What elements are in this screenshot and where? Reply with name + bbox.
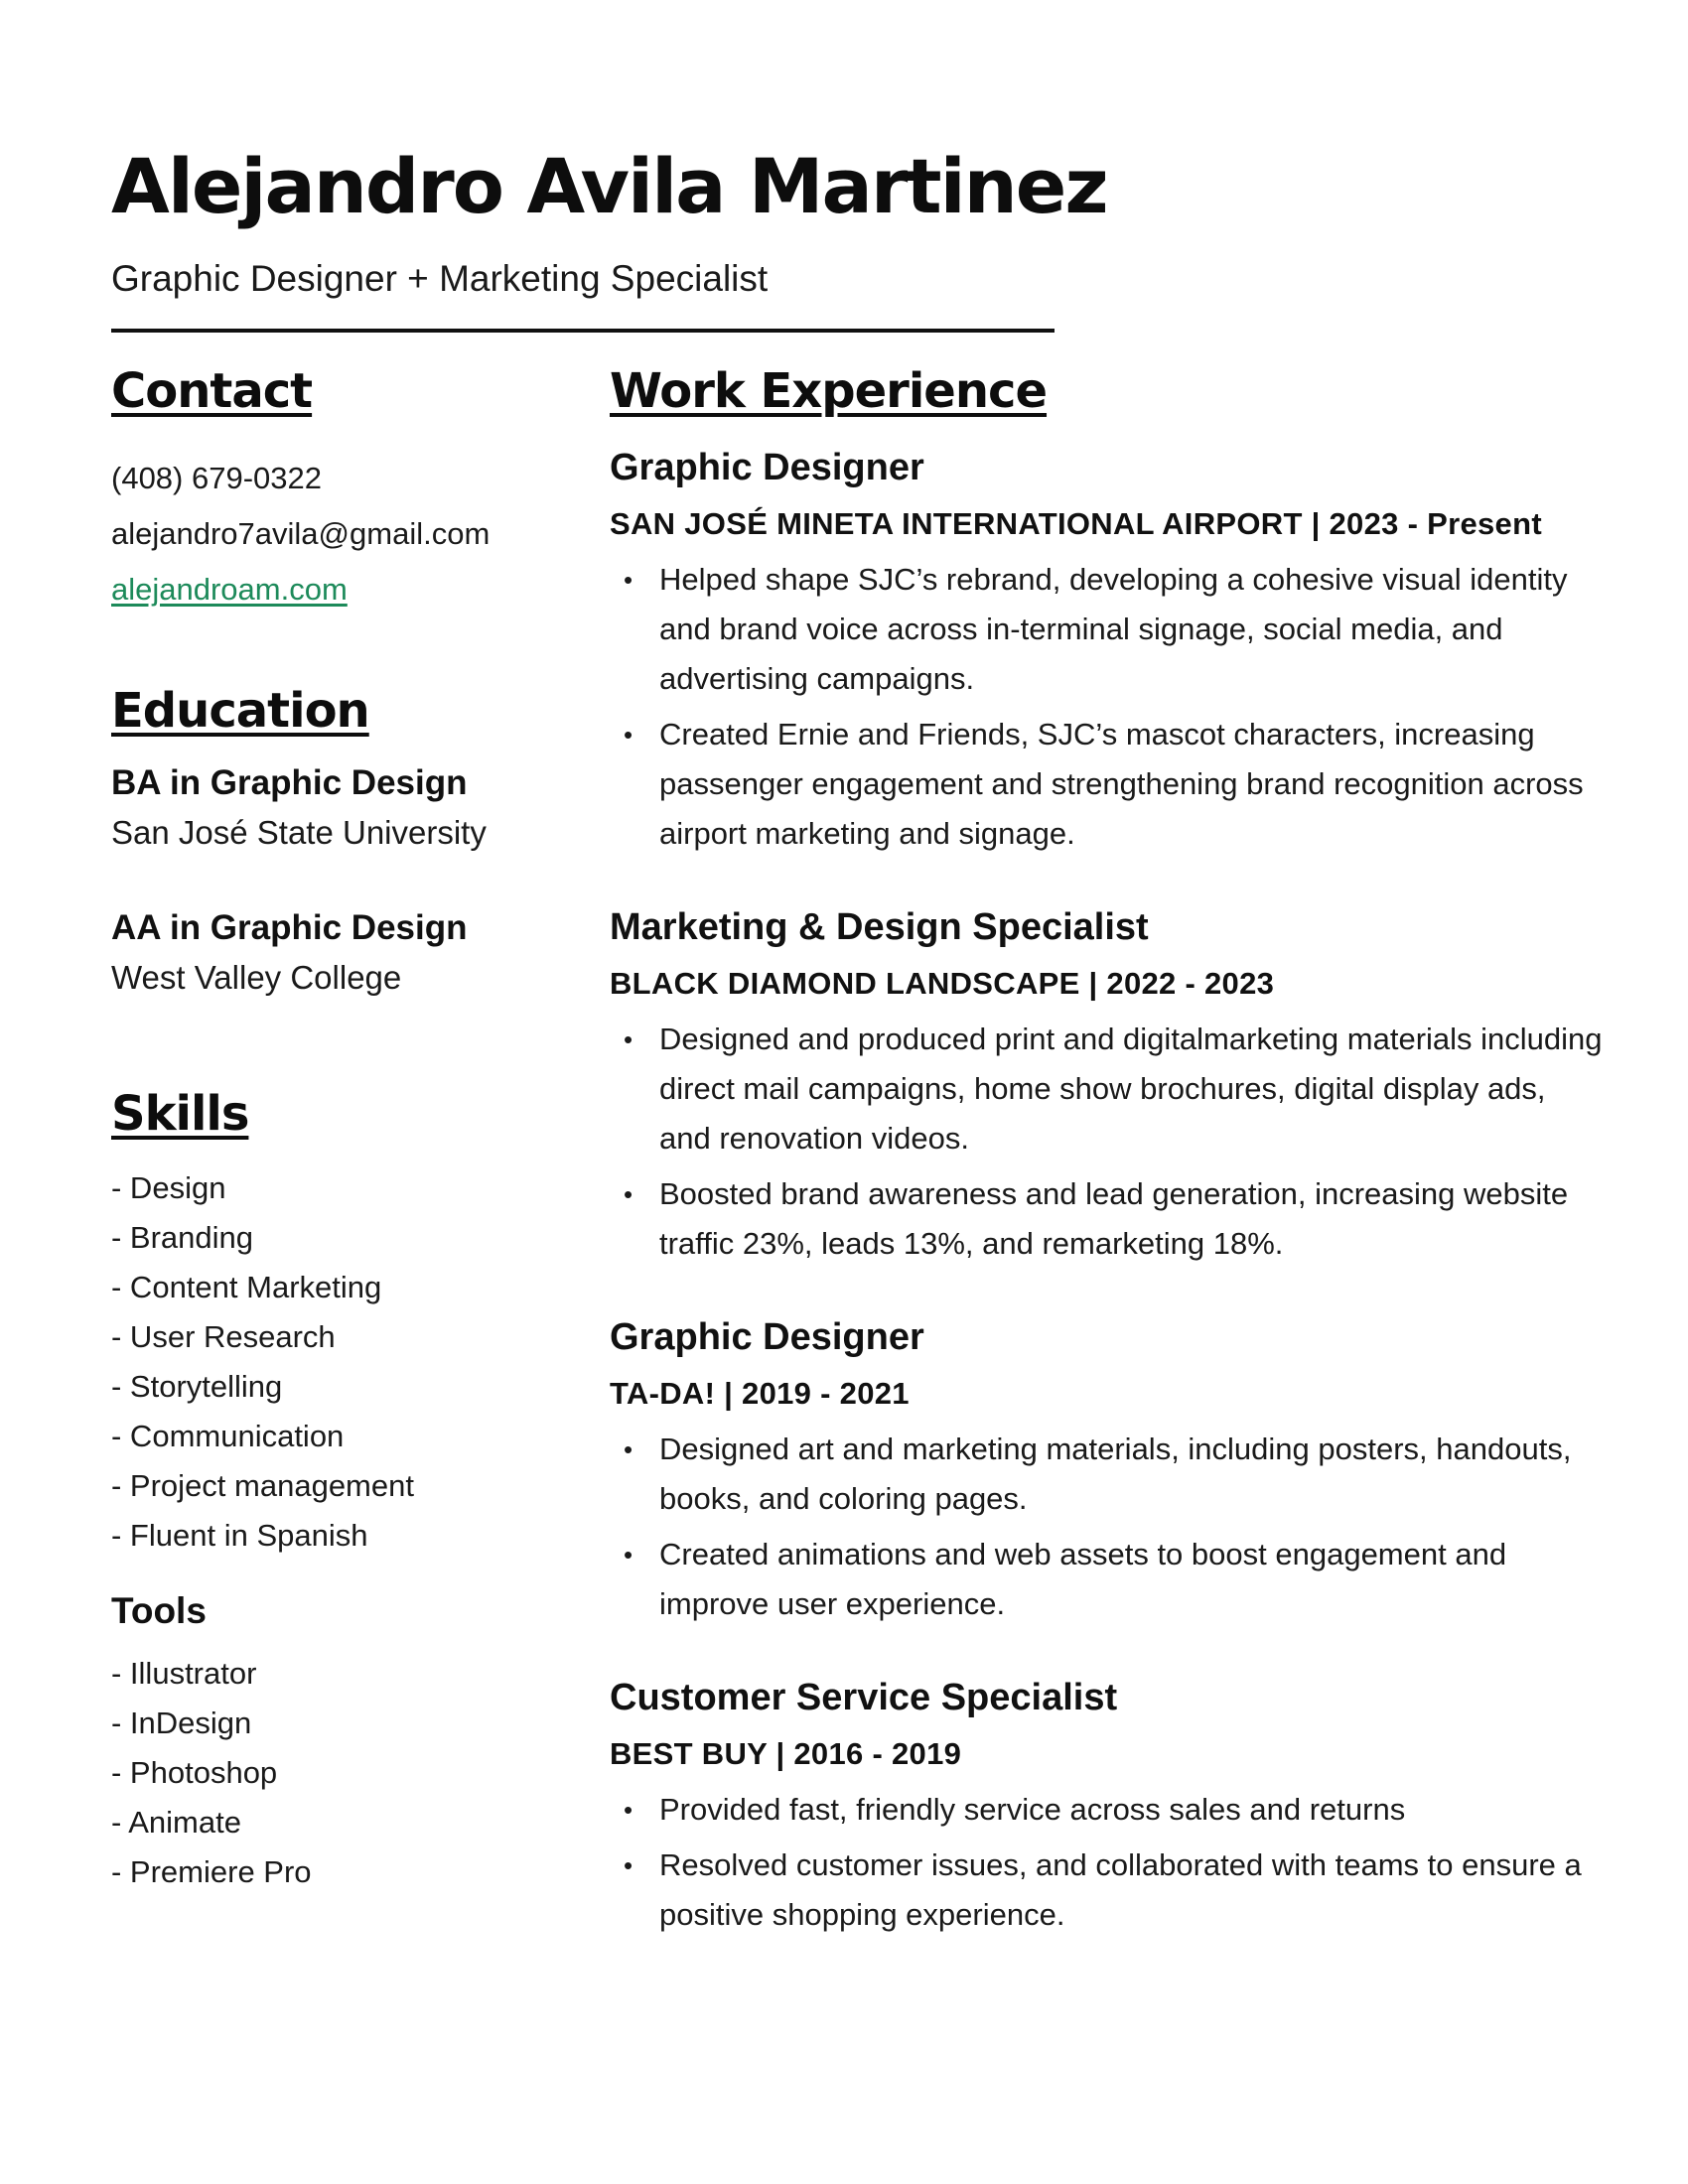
skill-item: - User Research: [111, 1319, 336, 1354]
tool-item: - Photoshop: [111, 1755, 278, 1790]
bullet-icon: •: [624, 1024, 633, 1054]
job-bullet: • Provided fast, friendly service across sales and returns: [610, 1785, 1603, 1835]
job-entry: [610, 449, 1603, 859]
skill-item: - Branding: [111, 1220, 254, 1255]
bullet-icon: •: [624, 565, 633, 595]
job-bullet: • Created Ernie and Friends, SJC’s mascot characters, increasing passenger engagement and strengthening brand recognition across airport marketing and signage.: [610, 710, 1603, 859]
skill-item: - Design: [111, 1170, 226, 1205]
tool-item: - InDesign: [111, 1706, 252, 1740]
skill-item: - Content Marketing: [111, 1270, 382, 1304]
contact-heading: Contact: [111, 363, 313, 419]
contact-phone: (408) 679-0322: [111, 461, 322, 495]
bullet-icon: •: [624, 1434, 633, 1464]
skill-item: - Storytelling: [111, 1369, 283, 1404]
job-employer-dates: BEST BUY | 2016 - 2019: [610, 1736, 962, 1771]
bullet-icon: •: [624, 1179, 633, 1209]
job-entry: [610, 1679, 1603, 1940]
tools-heading: Tools: [111, 1590, 207, 1631]
job-entry: [610, 1318, 1603, 1629]
contact-section: [111, 363, 578, 617]
education-item: [111, 903, 578, 1003]
job-employer-dates: BLACK DIAMOND LANDSCAPE | 2022 - 2023: [610, 966, 1275, 1001]
skill-item: - Communication: [111, 1419, 345, 1453]
job-title: Customer Service Specialist: [610, 1677, 1118, 1718]
skills-section: [111, 1086, 578, 1561]
bullet-icon: •: [624, 1850, 633, 1880]
portfolio-link[interactable]: alejandroam.com: [111, 572, 348, 607]
tool-item: - Premiere Pro: [111, 1854, 312, 1889]
job-bullet: • Designed and produced print and digitalmarketing materials including direct mail campaigns, home show brochures, digital display ads, and renovation videos.: [610, 1015, 1603, 1163]
skill-item: - Fluent in Spanish: [111, 1518, 368, 1553]
tool-item: - Animate: [111, 1805, 241, 1840]
job-bullet: • Helped shape SJC’s rebrand, developing a cohesive visual identity and brand voice across in-terminal signage, social media, and advertising campaigns.: [610, 555, 1603, 704]
bullet-icon: •: [624, 720, 633, 750]
tools-section: [111, 1592, 578, 1897]
tool-item: - Illustrator: [111, 1656, 257, 1691]
job-employer-dates: TA-DA! | 2019 - 2021: [610, 1376, 910, 1411]
candidate-name: Alejandro Avila Martinez: [111, 142, 1107, 230]
header-divider: [111, 329, 1055, 333]
skills-heading: Skills: [111, 1086, 249, 1142]
education-section: [111, 683, 578, 1003]
job-bullet: • Boosted brand awareness and lead generation, increasing website traffic 23%, leads 13%, and remarketing 18%.: [610, 1169, 1603, 1269]
job-entry: [610, 908, 1603, 1269]
contact-email: alejandro7avila@gmail.com: [111, 516, 491, 551]
job-title: Graphic Designer: [610, 1316, 924, 1358]
job-bullet: • Created animations and web assets to boost engagement and improve user experience.: [610, 1530, 1603, 1629]
job-employer-dates: SAN JOSÉ MINETA INTERNATIONAL AIRPORT | 2023 - Present: [610, 506, 1542, 541]
job-bullet: • Designed art and marketing materials, including posters, handouts, books, and coloring pages.: [610, 1425, 1603, 1524]
left-column: [111, 363, 578, 1897]
job-title: Graphic Designer: [610, 447, 924, 488]
job-bullet: • Resolved customer issues, and collaborated with teams to ensure a positive shopping experience.: [610, 1841, 1603, 1940]
degree-title: AA in Graphic Design: [111, 908, 468, 947]
education-heading: Education: [111, 683, 369, 739]
job-title: Marketing & Design Specialist: [610, 906, 1149, 948]
right-column: [610, 363, 1603, 1946]
candidate-tagline: Graphic Designer + Marketing Specialist: [111, 258, 769, 299]
bullet-icon: •: [624, 1795, 633, 1825]
degree-title: BA in Graphic Design: [111, 763, 468, 802]
school-name: San José State University: [111, 814, 487, 851]
work-experience-heading: Work Experience: [610, 363, 1048, 419]
bullet-icon: •: [624, 1540, 633, 1570]
education-item: [111, 758, 578, 858]
skill-item: - Project management: [111, 1468, 414, 1503]
school-name: West Valley College: [111, 959, 402, 996]
